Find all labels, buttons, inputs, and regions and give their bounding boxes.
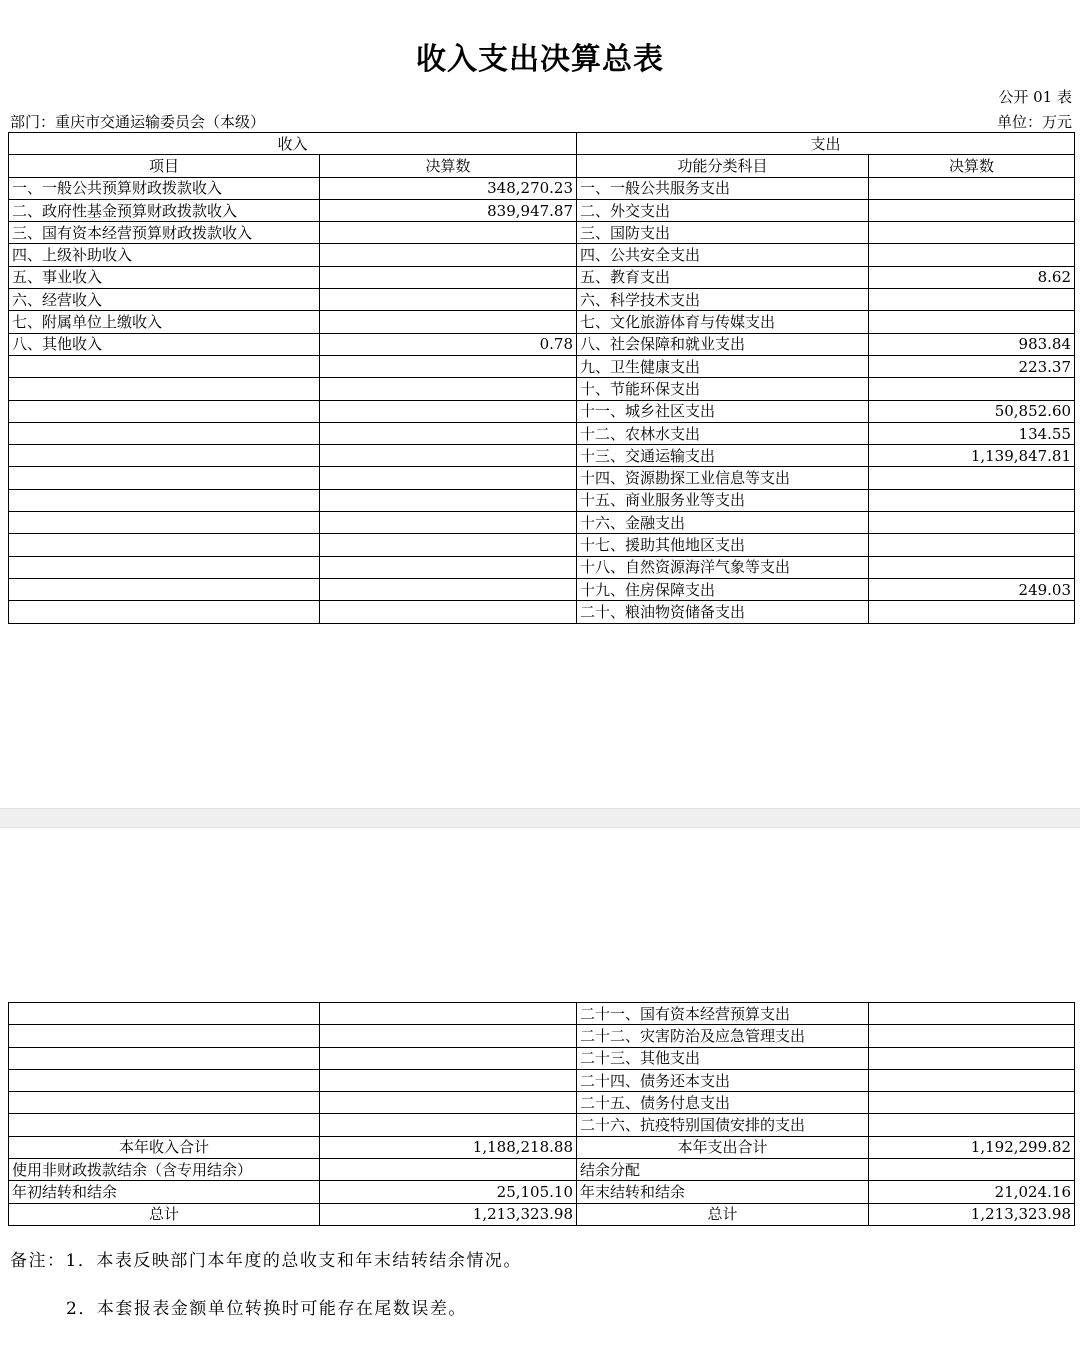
income-amount-cell — [320, 512, 577, 534]
income-amount-cell — [320, 601, 577, 623]
income-amount-cell — [320, 378, 577, 400]
income-amount-cell: 839,947.87 — [320, 199, 577, 221]
table-row — [9, 556, 1075, 578]
expense-item-cell: 二十六、抗疫特别国债安排的支出 — [577, 1114, 869, 1136]
income-amount-cell — [320, 1025, 577, 1047]
income-amount-cell — [320, 311, 577, 333]
income-item-cell — [9, 578, 320, 600]
income-amount-cell — [320, 534, 577, 556]
surplus-distribution-label: 结余分配 — [577, 1159, 869, 1181]
income-amount-cell — [320, 1092, 577, 1114]
expense-item-cell: 十三、交通运输支出 — [577, 445, 869, 467]
income-expense-table-top — [8, 132, 1075, 624]
income-amount-column-header: 决算数 — [320, 155, 577, 177]
income-item-cell — [9, 422, 320, 444]
income-amount-cell — [320, 422, 577, 444]
item-column-header: 项目 — [9, 155, 320, 177]
income-amount-cell — [320, 355, 577, 377]
expense-item-cell: 十四、资源勘探工业信息等支出 — [577, 467, 869, 489]
expense-item-cell: 九、卫生健康支出 — [577, 355, 869, 377]
expense-amount-cell: 1,139,847.81 — [869, 445, 1075, 467]
expense-amount-column-header: 决算数 — [869, 155, 1075, 177]
note-1: 备注：1．本表反映部门本年度的总收支和年末结转结余情况。 — [10, 1251, 522, 1271]
table-row — [9, 311, 1075, 333]
income-amount-cell — [320, 445, 577, 467]
table-row — [9, 355, 1075, 377]
expense-item-cell: 二十、粮油物资储备支出 — [577, 601, 869, 623]
income-item-cell — [9, 1025, 320, 1047]
expense-header: 支出 — [577, 133, 1075, 155]
table-row — [9, 1069, 1075, 1091]
expense-item-cell: 十五、商业服务业等支出 — [577, 489, 869, 511]
expense-item-cell: 十、节能环保支出 — [577, 378, 869, 400]
begin-carryover-label: 年初结转和结余 — [9, 1181, 320, 1203]
expense-amount-cell — [869, 556, 1075, 578]
expense-item-cell: 十七、援助其他地区支出 — [577, 534, 869, 556]
income-item-cell — [9, 378, 320, 400]
department-label: 部门：重庆市交通运输委员会（本级） — [10, 113, 266, 131]
income-item-cell: 六、经营收入 — [9, 289, 320, 311]
table-row — [9, 445, 1075, 467]
unit-label: 单位：万元 — [996, 113, 1072, 131]
table-row — [9, 1047, 1075, 1069]
year-expense-total-value: 1,192,299.82 — [869, 1136, 1075, 1158]
income-amount-cell — [320, 400, 577, 422]
carryover-row — [9, 1181, 1075, 1203]
expense-amount-cell: 223.37 — [869, 355, 1075, 377]
end-carryover-label: 年末结转和结余 — [577, 1181, 869, 1203]
expense-amount-cell — [869, 1003, 1075, 1025]
begin-carryover-value: 25,105.10 — [320, 1181, 577, 1203]
table-row — [9, 199, 1075, 221]
income-item-cell: 四、上级补助收入 — [9, 244, 320, 266]
year-income-total-label: 本年收入合计 — [9, 1136, 320, 1158]
table-row — [9, 1025, 1075, 1047]
expense-amount-cell — [869, 1025, 1075, 1047]
expense-amount-cell — [869, 311, 1075, 333]
expense-item-cell: 二、外交支出 — [577, 199, 869, 221]
income-grand-total-value: 1,213,323.98 — [320, 1203, 577, 1225]
table-row — [9, 489, 1075, 511]
table-row — [9, 333, 1075, 355]
income-amount-cell — [320, 1069, 577, 1091]
expense-amount-cell — [869, 601, 1075, 623]
expense-amount-cell: 134.55 — [869, 422, 1075, 444]
table-row — [9, 1003, 1075, 1025]
column-header-row — [9, 155, 1075, 177]
income-amount-cell — [320, 556, 577, 578]
expense-grand-total-value: 1,213,323.98 — [869, 1203, 1075, 1225]
expense-amount-cell — [869, 222, 1075, 244]
income-item-cell: 八、其他收入 — [9, 333, 320, 355]
income-amount-cell — [320, 244, 577, 266]
income-item-cell — [9, 1092, 320, 1114]
income-item-cell — [9, 1047, 320, 1069]
nonfiscal-label: 使用非财政拨款结余（含专用结余） — [9, 1159, 320, 1181]
income-item-cell: 一、一般公共预算财政拨款收入 — [9, 177, 320, 199]
income-amount-cell — [320, 289, 577, 311]
table-row — [9, 512, 1075, 534]
income-item-cell: 七、附属单位上缴收入 — [9, 311, 320, 333]
income-amount-cell — [320, 467, 577, 489]
table-row — [9, 378, 1075, 400]
expense-item-cell: 二十五、债务付息支出 — [577, 1092, 869, 1114]
table-row — [9, 244, 1075, 266]
nonfiscal-value — [320, 1159, 577, 1181]
income-amount-cell — [320, 1047, 577, 1069]
expense-amount-cell — [869, 199, 1075, 221]
expense-item-cell: 十八、自然资源海洋气象等支出 — [577, 556, 869, 578]
table-row — [9, 578, 1075, 600]
year-income-total-value: 1,188,218.88 — [320, 1136, 577, 1158]
expense-item-cell: 二十四、债务还本支出 — [577, 1069, 869, 1091]
expense-amount-cell — [869, 512, 1075, 534]
income-item-cell — [9, 489, 320, 511]
expense-item-cell: 二十一、国有资本经营预算支出 — [577, 1003, 869, 1025]
expense-item-cell: 一、一般公共服务支出 — [577, 177, 869, 199]
income-item-cell — [9, 512, 320, 534]
section-header-row — [9, 133, 1075, 155]
expense-amount-cell — [869, 1114, 1075, 1136]
expense-item-cell: 七、文化旅游体育与传媒支出 — [577, 311, 869, 333]
expense-item-cell: 五、教育支出 — [577, 266, 869, 288]
income-amount-cell: 348,270.23 — [320, 177, 577, 199]
expense-amount-cell — [869, 177, 1075, 199]
income-item-cell — [9, 534, 320, 556]
table-row — [9, 400, 1075, 422]
expense-amount-cell: 249.03 — [869, 578, 1075, 600]
table-row — [9, 222, 1075, 244]
expense-item-cell: 二十三、其他支出 — [577, 1047, 869, 1069]
income-amount-cell — [320, 266, 577, 288]
table-row — [9, 534, 1075, 556]
expense-amount-cell — [869, 244, 1075, 266]
table-row — [9, 266, 1075, 288]
table-row — [9, 1114, 1075, 1136]
income-item-cell — [9, 601, 320, 623]
income-item-cell — [9, 1003, 320, 1025]
function-class-column-header: 功能分类科目 — [577, 155, 869, 177]
expense-item-cell: 六、科学技术支出 — [577, 289, 869, 311]
income-grand-total-label: 总计 — [9, 1203, 320, 1225]
income-item-cell — [9, 467, 320, 489]
grand-total-row — [9, 1203, 1075, 1225]
income-item-cell — [9, 355, 320, 377]
expense-item-cell: 八、社会保障和就业支出 — [577, 333, 869, 355]
page-title: 收入支出决算总表 — [416, 42, 664, 77]
page-break — [0, 808, 1080, 828]
expense-amount-cell — [869, 467, 1075, 489]
table-row — [9, 422, 1075, 444]
table-row — [9, 1092, 1075, 1114]
income-item-cell — [9, 556, 320, 578]
expense-item-cell: 十二、农林水支出 — [577, 422, 869, 444]
expense-item-cell: 三、国防支出 — [577, 222, 869, 244]
income-expense-table-bottom — [8, 1002, 1075, 1226]
income-header: 收入 — [9, 133, 577, 155]
expense-amount-cell — [869, 289, 1075, 311]
table-row — [9, 177, 1075, 199]
income-item-cell: 二、政府性基金预算财政拨款收入 — [9, 199, 320, 221]
expense-amount-cell — [869, 1047, 1075, 1069]
expense-item-cell: 十六、金融支出 — [577, 512, 869, 534]
expense-item-cell: 二十二、灾害防治及应急管理支出 — [577, 1025, 869, 1047]
expense-amount-cell — [869, 534, 1075, 556]
expense-amount-cell: 8.62 — [869, 266, 1075, 288]
income-amount-cell — [320, 578, 577, 600]
expense-amount-cell: 983.84 — [869, 333, 1075, 355]
income-item-cell — [9, 1114, 320, 1136]
expense-amount-cell — [869, 1069, 1075, 1091]
table-row — [9, 601, 1075, 623]
expense-amount-cell — [869, 378, 1075, 400]
income-item-cell: 三、国有资本经营预算财政拨款收入 — [9, 222, 320, 244]
table-row — [9, 467, 1075, 489]
end-carryover-value: 21,024.16 — [869, 1181, 1075, 1203]
form-number: 公开 01 表 — [998, 88, 1072, 106]
expense-grand-total-label: 总计 — [577, 1203, 869, 1225]
expense-amount-cell: 50,852.60 — [869, 400, 1075, 422]
income-amount-cell — [320, 222, 577, 244]
surplus-distribution-value — [869, 1159, 1075, 1181]
year-total-row — [9, 1136, 1075, 1158]
expense-amount-cell — [869, 1092, 1075, 1114]
income-amount-cell — [320, 1003, 577, 1025]
note-2: 2．本套报表金额单位转换时可能存在尾数误差。 — [66, 1299, 467, 1319]
income-amount-cell — [320, 489, 577, 511]
income-item-cell — [9, 400, 320, 422]
income-item-cell — [9, 445, 320, 467]
expense-amount-cell — [869, 489, 1075, 511]
table-row — [9, 289, 1075, 311]
income-amount-cell: 0.78 — [320, 333, 577, 355]
year-expense-total-label: 本年支出合计 — [577, 1136, 869, 1158]
income-item-cell: 五、事业收入 — [9, 266, 320, 288]
income-amount-cell — [320, 1114, 577, 1136]
expense-item-cell: 十九、住房保障支出 — [577, 578, 869, 600]
expense-item-cell: 十一、城乡社区支出 — [577, 400, 869, 422]
income-item-cell — [9, 1069, 320, 1091]
expense-item-cell: 四、公共安全支出 — [577, 244, 869, 266]
nonfiscal-row — [9, 1159, 1075, 1181]
